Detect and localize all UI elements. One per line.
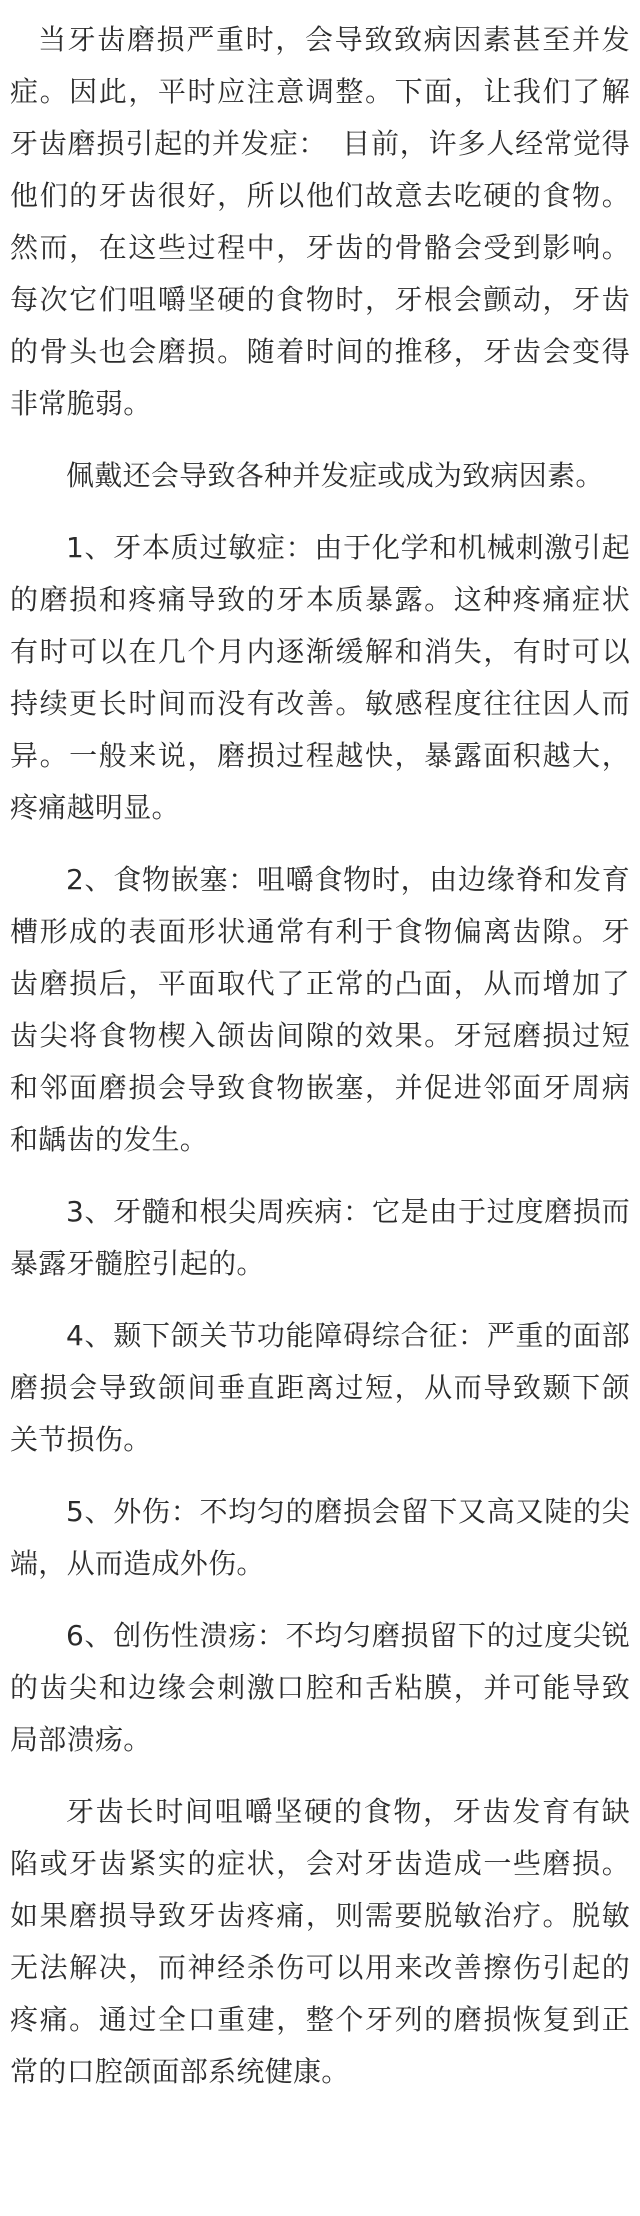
paragraph-item-3: 3、牙髓和根尖周疾病：它是由于过度磨损而暴露牙髓腔引起的。 [10,1195,630,1280]
paragraph-conclusion: 牙齿长时间咀嚼坚硬的食物，牙齿发育有缺陷或牙齿紧实的症状，会对牙齿造成一些磨损。如果磨损导致牙齿疼痛，则需要脱敏治疗。脱敏无法解决，而神经杀伤可以用来改善擦伤引起的疼痛。通过全口重建，整个牙列的磨损恢复到正常的口腔颌面部系统健康。 [10,1795,630,2088]
paragraph-item-6: 6、创伤性溃疡：不均匀磨损留下的过度尖锐的齿尖和边缘会刺激口腔和舌粘膜，并可能导致局部溃疡。 [10,1619,630,1756]
paragraph-item-5: 5、外伤：不均匀的磨损会留下又高又陡的尖端，从而造成外伤。 [10,1495,630,1580]
paragraph-item-2: 2、食物嵌塞：咀嚼食物时，由边缘脊和发育槽形成的表面形状通常有利于食物偏离齿隙。牙齿磨损后，平面取代了正常的凸面，从而增加了齿尖将食物楔入颌齿间隙的效果。牙冠磨损过短和邻面磨损会导致食物嵌塞，并促进邻面牙周病和龋齿的发生。 [10,863,630,1156]
paragraph-item-4: 4、颞下颌关节功能障碍综合征：严重的面部磨损会导致颌间垂直距离过短，从而导致颞下颌关节损伤。 [10,1319,630,1456]
paragraph-intro: 当牙齿磨损严重时，会导致致病因素甚至并发症。因此，平时应注意调整。下面，让我们了解牙齿磨损引起的并发症： 目前，许多人经常觉得他们的牙齿很好，所以他们故意去吃硬的食物。然而，在这些过程中，牙齿的骨骼会受到影响。每次它们咀嚼坚硬的食物时，牙根会颤动，牙齿的骨头也会磨损。随着时间的推移，牙齿会变得非常脆弱。 [10,23,630,420]
paragraph-item-1: 1、牙本质过敏症：由于化学和机械刺激引起的磨损和疼痛导致的牙本质暴露。这种疼痛症状有时可以在几个月内逐渐缓解和消失，有时可以持续更长时间而没有改善。敏感程度往往因人而异。一般来说，磨损过程越快，暴露面积越大，疼痛越明显。 [10,531,630,824]
paragraph-summary: 佩戴还会导致各种并发症或成为致病因素。 [66,459,604,492]
